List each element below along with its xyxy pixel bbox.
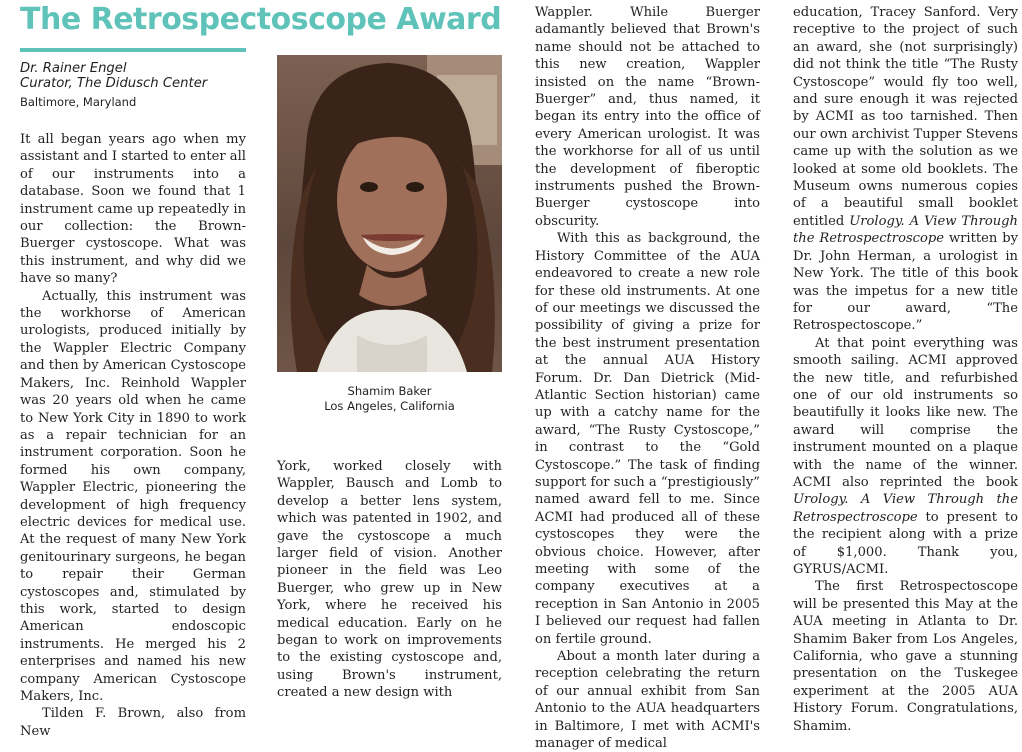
paragraph: Wappler. While Buerger adamantly believed that Brown's name should not be attached to this new creation, Wappler insisted on the name “Brown-Buerger” and, thus named, it began its entry into the office of every American urologist. It was the workhorse for all of us until the development of fiberoptic instruments pushed the Brown-Buerger cystoscope into obscurity. (535, 5, 760, 229)
text-column-1 (20, 131, 246, 739)
text-column-2 (277, 458, 502, 701)
caption-name: Shamim Baker (347, 384, 432, 398)
portrait-photo (277, 55, 502, 372)
book-title: Urology. A View Through the Retrospectroscope (793, 213, 1018, 247)
text-run: to present to the recipient along with a prize of $1,000. Thank you, GYRUS/ACMI. (793, 509, 1018, 577)
paragraph: About a month later during a reception celebrating the return of our annual exhibit from San Antonio to the AUA headquarters in Baltimore, I met with ACMI's manager of medical (535, 649, 760, 752)
text-run: written by Dr. John Herman, a urologist in New York. The title of this book was the impetus for a new title for our award, “The Retrospectoscope.” (793, 231, 1018, 334)
paragraph: With this as background, the History Committee of the AUA endeavored to create a new role for these old instruments. At one of our meetings we discussed the possibility of giving a prize for the best instrument presentation at the annual AUA History Forum. Dr. Dan Dietrick (Mid-Atlantic Section historian) came up with a catchy name for the award, “The Rusty Cystoscope,” in contrast to the “Gold Cystoscope.” The task of finding support for such a “prestigiously” named award fell to me. Since ACMI had produced all of these cystoscopes they were the obvious choice. However, after meeting with some of the company executives at a reception in San Antonio in 2005 I believed our request had fallen on fertile ground. (535, 231, 760, 647)
author-role: Curator, The Didusch Center (20, 76, 208, 91)
paragraph: It all began years ago when my assistant and I started to enter all of our instruments into a database. Soon we found that 1 instrument came up repeatedly in our collection: the Brown-Buerger cystoscope. What was this instrument, and why did we have so many? (20, 132, 246, 287)
text-run: education, Tracey Sanford. Very receptive to the project of such an award, she (not surprisingly) did not think the title “The Rusty Cystoscope” would fly too well, and sure enough it was rejected by ACMI as too tarnished. Then our own archivist Tupper Stevens came up with the solution as we looked at some old booklets. The Museum owns numerous copies of a beautiful small booklet entitled (793, 5, 1018, 229)
paragraph (793, 4, 1018, 335)
caption-location: Los Angeles, California (324, 398, 455, 413)
paragraph: Tilden F. Brown, also from New (20, 706, 246, 739)
text-column-3 (535, 4, 760, 752)
paragraph: The first Retrospectoscope will be presented this May at the AUA meeting in Atlanta to Dr. Shamim Baker from Los Angeles, California, who gave a stunning presentation on the Tuskegee experiment at the 2005 AUA History Forum. Congratulations, Shamim. (793, 579, 1018, 734)
text-run: At that point everything was smooth sailing. ACMI approved the new title, and refurbished one of our old instruments so beautifully it looks like new. The award will comprise the instrument mounted on a plaque with the name of the winner. ACMI also reprinted the book (793, 335, 1018, 490)
author-location: Baltimore, Maryland (20, 95, 137, 109)
photo-caption (277, 384, 502, 413)
author-name: Dr. Rainer Engel (20, 61, 127, 76)
book-title: Urology. A View Through the Retrospectroscope (793, 492, 1018, 525)
paragraph: Actually, this instrument was the workhorse of American urologists, produced initially by the Wappler Electric Company and then by American Cystoscope Makers, Inc. Reinhold Wappler was 20 years old when he came to New York City in 1890 to work as a repair technician for an instrument corporation. Soon he formed his own company, Wappler Electric, pioneering the development of high frequency electric devices for medical use. At the request of many New York genitourinary surgeons, he began to repair their German cystoscopes and, stimulated by this work, started to design American endoscopic instruments. He merged his 2 enterprises and named his new company American Cystoscope Makers, Inc. (20, 288, 246, 704)
paragraph: York, worked closely with Wappler, Bausch and Lomb to develop a better lens system, which was patented in 1902, and gave the cystoscope a much larger field of vision. Another pioneer in the field was Leo Buerger, who grew up in New York, where he received his medical education. Early on he began to work on improvements to the existing cystoscope and, using Brown's instrument, created a new design with (277, 459, 502, 701)
paragraph (793, 335, 1018, 579)
title-underline (20, 48, 246, 52)
text-column-4 (793, 4, 1018, 734)
article-title: The Retrospectoscope Award (20, 2, 502, 37)
byline (20, 61, 260, 91)
